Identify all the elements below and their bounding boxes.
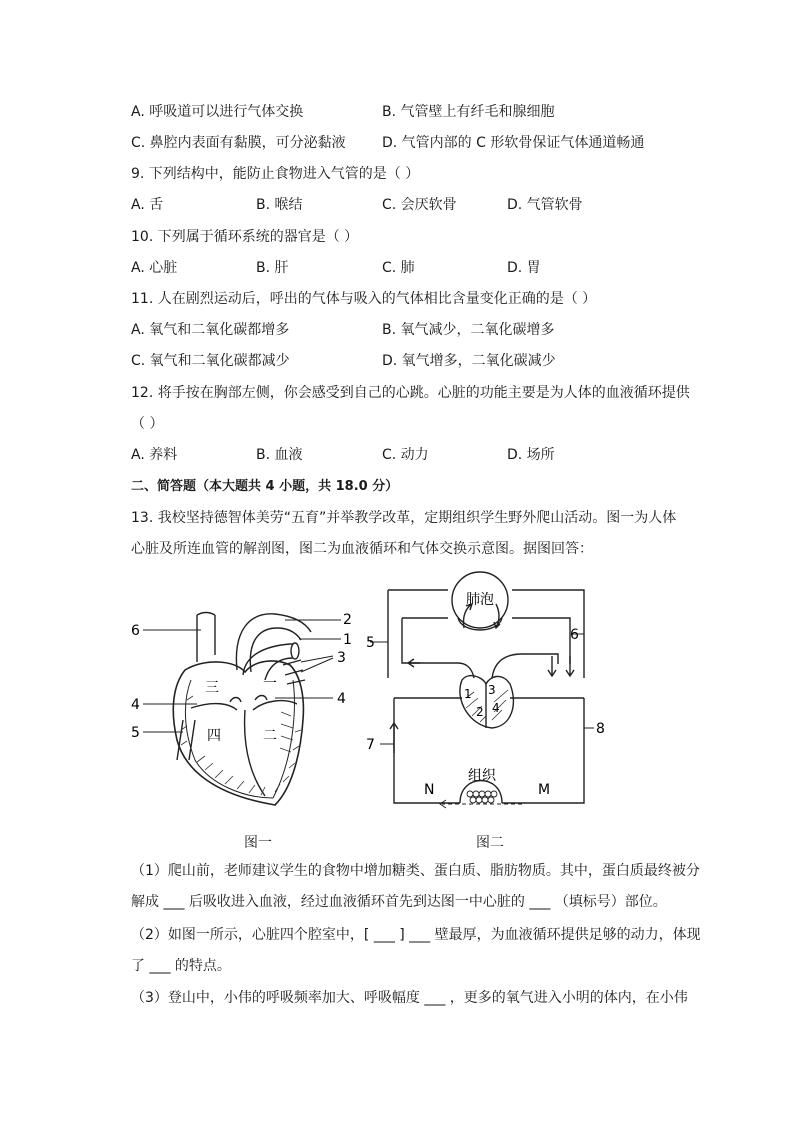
q8-option-d: D. 气管内部的 C 形软骨保证气体通道畅通 (382, 135, 645, 151)
figure1-heart-diagram (125, 600, 365, 830)
fig1-label-6: 6 (131, 623, 140, 639)
q9-option-a: A. 舌 (131, 197, 164, 213)
q8-option-a: A. 呼吸道可以进行气体交换 (131, 104, 304, 120)
q13-part3-line1: （3）登山中，小伟的呼吸频率加大、呼吸幅度 ___ ，更多的氧气进入小明的体内，在小伟 (131, 990, 688, 1006)
q9-option-c: C. 会厌软骨 (382, 197, 457, 213)
fig2-label-n: N (424, 782, 435, 798)
q11-option-b: B. 氧气减少，二氧化碳增多 (382, 322, 555, 338)
q11-option-d: D. 氧气增多，二氧化碳减少 (382, 353, 556, 369)
q12-option-b: B. 血液 (256, 447, 303, 463)
q11-option-c: C. 氧气和二氧化碳都减少 (131, 353, 290, 369)
chamber-3: 三 (205, 680, 219, 696)
fig2-heart-4: 4 (492, 701, 500, 715)
q9-option-d: D. 气管软骨 (507, 197, 583, 213)
fig2-label-7: 7 (366, 737, 375, 753)
q12-option-c: C. 动力 (382, 447, 429, 463)
q10-option-b: B. 肝 (256, 260, 289, 276)
q13-stem-line2: 心脏及所连血管的解剖图，图二为血液循环和气体交换示意图。据图回答： (131, 541, 593, 557)
alveolus-label: 肺泡 (466, 592, 494, 608)
q13-part2-line2: 了 ___ 的特点。 (131, 958, 231, 974)
figure2-circulation-diagram (362, 568, 612, 813)
q10-stem: 10. 下列属于循环系统的器官是（ ） (131, 229, 359, 245)
q8-option-b: B. 气管壁上有纤毛和腺细胞 (382, 104, 555, 120)
section-heading: 二、简答题（本大题共 4 小题，共 18.0 分） (131, 479, 399, 494)
fig1-label-4-right: 4 (337, 691, 346, 707)
fig2-heart-1: 1 (464, 687, 472, 701)
q13-part1-line2: 解成 ___ 后吸收进入血液，经过血液循环首先到达图一中心脏的 ___ （填标号）部位。 (131, 894, 667, 910)
q8-option-c: C. 鼻腔内表面有黏膜，可分泌黏液 (131, 135, 346, 151)
fig1-label-2: 2 (343, 612, 352, 628)
fig1-label-5: 5 (131, 725, 140, 741)
q10-option-a: A. 心脏 (131, 260, 178, 276)
chamber-1: 一 (263, 676, 277, 692)
figure2-caption: 图二 (476, 835, 504, 851)
q10-option-c: C. 肺 (382, 260, 415, 276)
tissue-label: 组织 (468, 768, 496, 784)
q11-option-a: A. 氧气和二氧化碳都增多 (131, 322, 290, 338)
q12-stem: 12. 将手按在胸部左侧，你会感受到自己的心跳。心脏的功能主要是为人体的血液循环提供 (131, 385, 690, 401)
chamber-4: 四 (207, 728, 221, 744)
q12-option-a: A. 养料 (131, 447, 178, 463)
fig1-label-1: 1 (343, 632, 352, 648)
q11-stem: 11. 人在剧烈运动后，呼出的气体与吸入的气体相比含量变化正确的是（ ） (131, 291, 597, 307)
fig2-heart-3: 3 (488, 683, 496, 697)
figure1-caption: 图一 (244, 835, 272, 851)
fig2-heart-2: 2 (476, 705, 484, 719)
q9-option-b: B. 喉结 (256, 197, 303, 213)
fig2-label-5: 5 (366, 635, 375, 651)
q13-part2-line1: （2）如图一所示，心脏四个腔室中，[ ___ ] ___ 壁最厚，为血液循环提供足够的动力，体现 (131, 927, 701, 943)
fig2-label-8: 8 (596, 721, 605, 737)
q12-option-d: D. 场所 (507, 447, 555, 463)
fig2-label-m: M (538, 782, 551, 798)
q9-stem: 9. 下列结构中，能防止食物进入气管的是（ ） (131, 166, 420, 182)
q13-part1-line1: （1）爬山前，老师建议学生的食物中增加糖类、蛋白质、脂肪物质。其中，蛋白质最终被分 (131, 863, 700, 879)
fig2-label-6: 6 (570, 627, 579, 643)
q12-stem-cont: （ ） (131, 416, 164, 432)
fig1-label-3: 3 (337, 650, 346, 666)
fig1-label-4-left: 4 (131, 697, 140, 713)
q10-option-d: D. 胃 (507, 260, 541, 276)
chamber-2: 二 (263, 728, 277, 744)
q13-stem-line1: 13. 我校坚持德智体美劳“五育”并举教学改革，定期组织学生野外爬山活动。图一为人体 (131, 510, 677, 526)
